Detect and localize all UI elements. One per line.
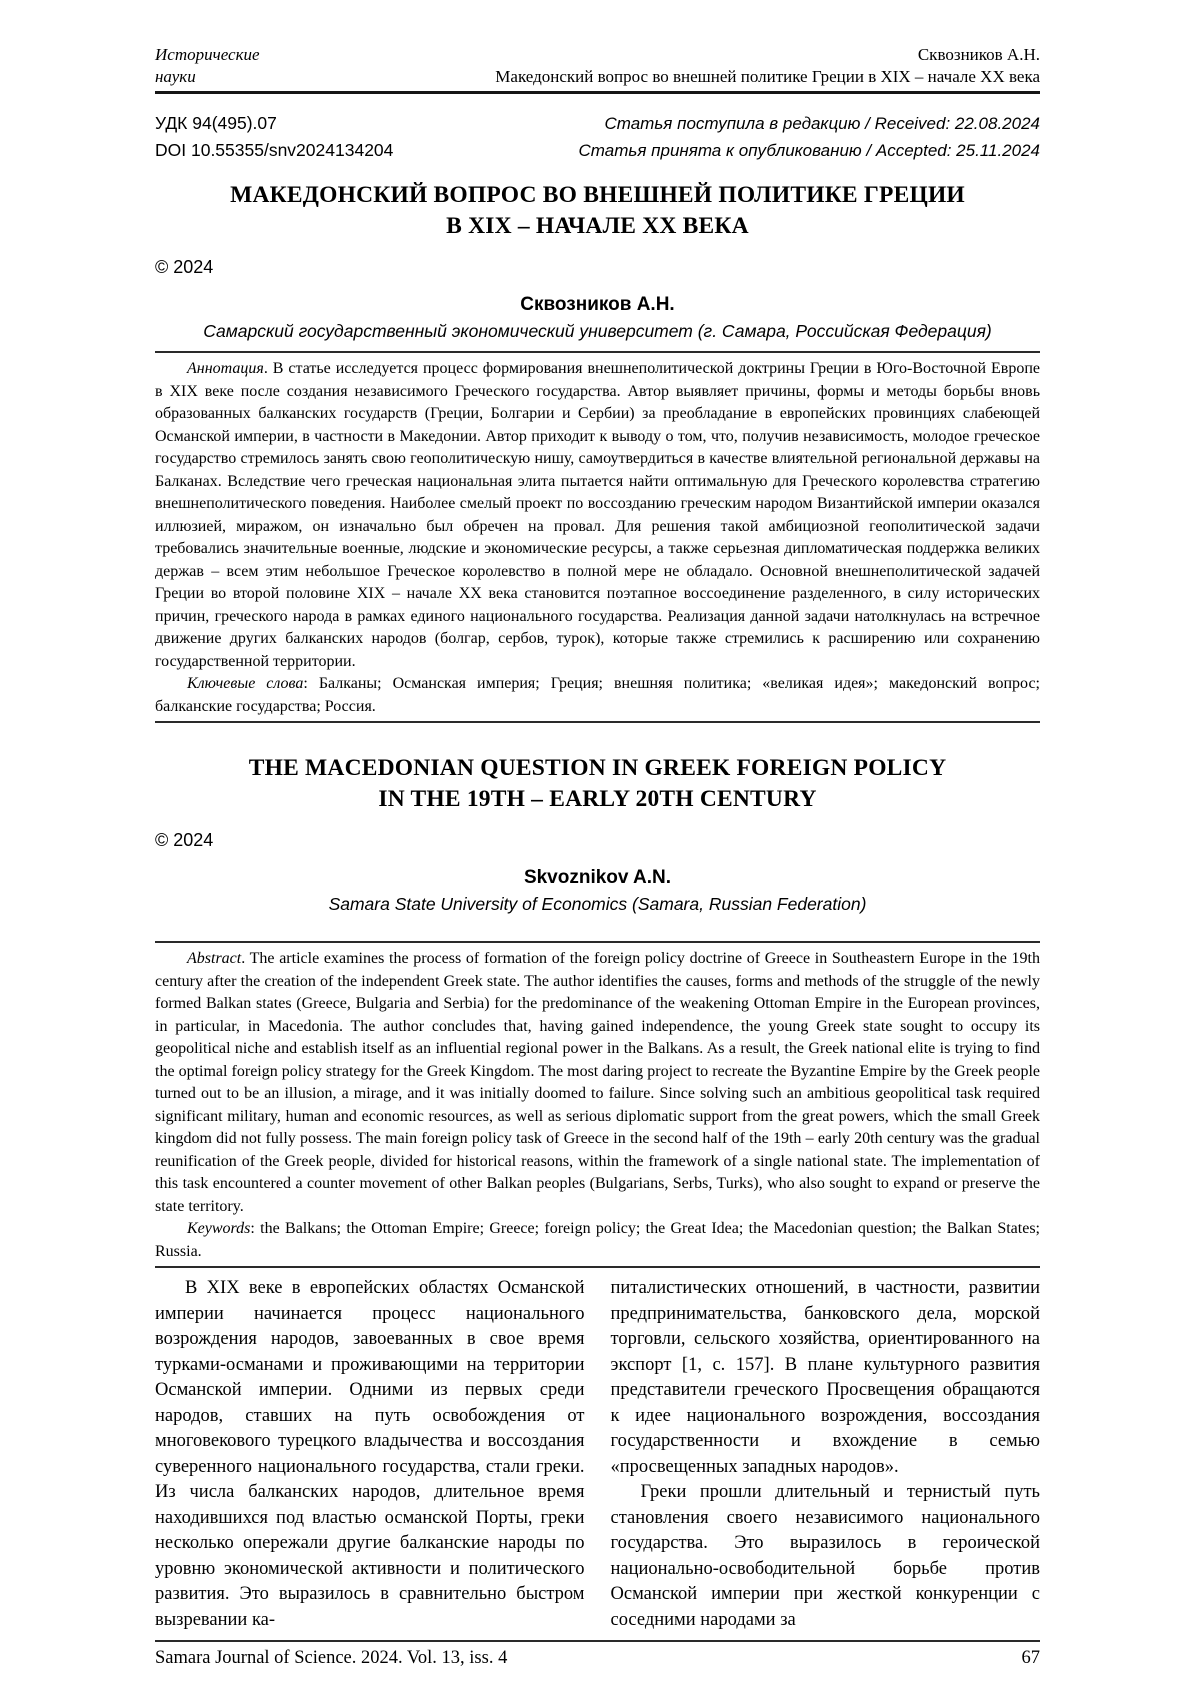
page-footer [155, 1640, 1040, 1670]
rule-before-abstract [155, 941, 1040, 943]
title-english [155, 753, 1040, 815]
accepted-date: Статья принята к опубликованию / Accepted: 25.11.2024 [578, 141, 1040, 160]
running-head [155, 44, 1040, 88]
running-head-section: Исторические науки [155, 45, 260, 86]
title-english-line1: THE MACEDONIAN QUESTION IN GREEK FOREIGN POLICY [248, 755, 947, 781]
abstract-text: . The article examines the process of formation of the foreign policy doctrine of Greece in Southeastern Europe in the 19th century after the creation of the independent Greek state. The author identifies the causes, forms and methods of the struggle of the newly formed Balkan states (Greece, Bulgaria and Serbia) for the predominance of the weakening Ottoman Empire in the European provinces, in particular, in Macedonia. The author concludes that, having gained independence, the young Greek state sought to occupy its geopolitical niche and establish itself as an influential regional power in the Balkans. As a result, the Greek national elite is trying to find the optimal foreign policy strategy for the Greek Kingdom. The most daring project to recreate the Byzantine Empire by the Greek people turned out to be an illusion, a mirage, and it was initially doomed to failure. Since solving such an ambitious geopolitical task required significant military, human and economic resources, as well as serious diplomatic support from the great powers, which the small Greek kingdom did not fully possess. The main foreign policy task of Greece in the second half of the 19th – early 20th century was the gradual reunification of the Greek people, divided for historical reasons, within the framework of a single national state. The implementation of this task encountered a counter movement of other Balkan peoples (Bulgarians, Serbs, Turks), who also sought to expand or preserve the state territory. [155, 950, 1040, 1215]
annotation-paragraph [155, 358, 1040, 673]
rule-before-annotation [155, 351, 1040, 353]
udc-code: УДК 94(495).07 [155, 113, 277, 133]
meta-row-2 [155, 137, 1040, 164]
page-content [155, 44, 1040, 1630]
meta-row-1 [155, 110, 1040, 137]
title-russian-line2: В XIX – НАЧАЛЕ XX ВЕКА [446, 213, 749, 239]
copyright-english: © 2024 [155, 830, 214, 850]
affiliation-russian: Самарский государственный экономический университет (г. Самара, Российская Федерация) [203, 321, 992, 341]
running-head-author: Сквозников А.Н. [917, 45, 1040, 64]
footer-page-number: 67 [1021, 1648, 1040, 1668]
keywords-english [155, 1218, 1040, 1263]
body-left-column [155, 1276, 585, 1630]
abstract-label: Abstract [187, 950, 242, 967]
keywords-russian [155, 673, 1040, 718]
article-meta [155, 110, 1040, 164]
affiliation-english: Samara State University of Economics (Samara, Russian Federation) [328, 894, 867, 914]
body-paragraph: В XIX веке в европейских областях Османской империи начинается процесс национального возрождения народов, завоеванных в свое время турками-османами и проживающими на территории Османской империи. Одними из первых среди народов, ставших на путь освобождения от многовекового турецкого владычества и воссоздания суверенного национального государства, стали греки. Из числа балканских народов, длительное время находившихся под властью османской Порты, греки несколько опережали другие балканские народы по уровню экономической активности и политического развития. Это выразилось в сравнительно быстром вызревании ка- [155, 1278, 585, 1630]
header-rule [155, 91, 1040, 94]
author-english: Skvoznikov A.N. [523, 867, 672, 888]
body-right-column [610, 1276, 1041, 1630]
doi-code: DOI 10.55355/snv2024134204 [155, 140, 394, 160]
title-english-line2: IN THE 19TH – EARLY 20TH CENTURY [378, 786, 817, 812]
rule-after-english-keywords [155, 1266, 1040, 1268]
footer-journal-info: Samara Journal of Science. 2024. Vol. 13, iss. 4 [155, 1648, 508, 1668]
received-date: Статья поступила в редакцию / Received: 22.08.2024 [604, 114, 1040, 133]
running-head-title: Македонский вопрос во внешней политике Греции в XIX – начале XX века [495, 67, 1040, 86]
keywords-russian-text: : Балканы; Османская империя; Греция; внешняя политика; «великая идея»; македонский вопрос; балканские государства; Россия. [155, 675, 1040, 715]
keywords-english-text: : the Balkans; the Ottoman Empire; Greece; foreign policy; the Great Idea; the Macedonian question; the Balkan States; Russia. [155, 1220, 1040, 1260]
annotation-russian [155, 358, 1040, 673]
keywords-russian-label: Ключевые слова [187, 675, 304, 692]
keywords-english-label: Keywords [187, 1220, 251, 1237]
title-russian-line1: МАКЕДОНСКИЙ ВОПРОС ВО ВНЕШНЕЙ ПОЛИТИКЕ ГРЕЦИИ [230, 182, 965, 208]
running-head-article [495, 44, 1040, 88]
rule-after-russian-keywords [155, 721, 1040, 723]
abstract-paragraph [155, 948, 1040, 1218]
body-paragraph: Греки прошли длительный и тернистый путь становления своего независимого национального государства. Это выразилось в героической национально-освободительной борьбе против Османской империи при жесткой конкуренции с соседними народами за [610, 1482, 1040, 1630]
annotation-text: . В статье исследуется процесс формирования внешнеполитической доктрины Греции в Юго-Восточной Европе в XIX веке после создания независимого Греческого государства. Автор выявляет причины, формы и методы борьбы вновь образованных балканских государств (Греции, Болгарии и Сербии) за преобладание в европейских провинциях слабеющей Османской империи, в частности в Македонии. Автор приходит к выводу о том, что, получив независимость, молодое греческое государство стремилось занять свою геополитическую нишу, самоутвердиться в качестве влиятельной региональной державы на Балканах. Вследствие чего греческая национальная элита пытается найти оптимальную для Греческого королевства стратегию внешнеполитического поведения. Наиболее смелый проект по воссозданию греческим народом Византийской империи оказался иллюзией, миражом, он изначально был обречен на провал. Для решения такой амбициозной геополитической задачи требовались значительные военные, людские и экономические ресурсы, а также серьезная дипломатическая поддержка великих держав – всем этим небольшое Греческое королевство в полной мере не обладало. Основной внешнеполитической задачей Греции во второй половине XIX – начале XX века становится поэтапное воссоединение разделенного, в силу исторических причин, греческого народа в рамках единого национального государства. Реализация данной задачи натолкнулась на встречное движение других балканских народов (болгар, сербов, турок), которые также стремились к расширению или сохранению государственной территории. [155, 360, 1040, 670]
title-russian [155, 180, 1040, 242]
copyright-russian: © 2024 [155, 257, 214, 277]
article-body [155, 1276, 1040, 1630]
annotation-label: Аннотация [187, 360, 264, 377]
body-paragraph: питалистических отношений, в частности, развитии предпринимательства, банковского дела, морской торговли, сельского хозяйства, ориентированного на экспорт [1, с. 157]. В плане культурного развития представители греческого Просвещения обращаются к идее национального возрождения, воссоздания государственности и вхождение в семью «просвещенных западных народов». [610, 1278, 1040, 1477]
author-russian: Сквозников А.Н. [520, 294, 675, 315]
abstract-english [155, 948, 1040, 1218]
